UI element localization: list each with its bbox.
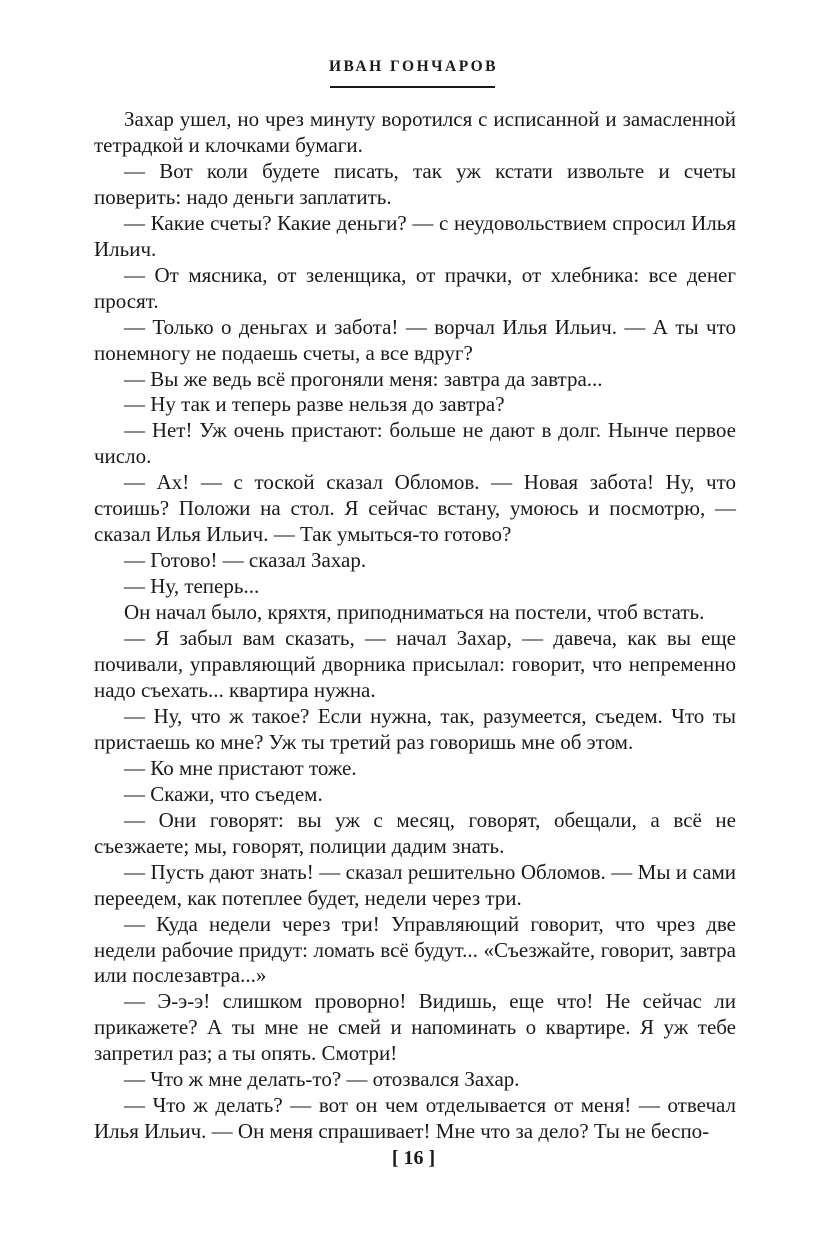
body-text — [94, 107, 736, 1145]
running-header: ИВАН ГОНЧАРОВ — [329, 58, 498, 75]
paragraph: — Только о деньгах и забота! — ворчал Илья Ильич. — А ты что понемногу не подаешь счеты, а все вдруг? — [94, 314, 736, 365]
paragraph: — Ну, теперь... — [124, 574, 260, 599]
paragraph: — Ну так и теперь разве нельзя до завтра? — [124, 392, 505, 417]
paragraph: — Я забыл вам сказать, — начал Захар, — давеча, как вы еще почивали, управляющий дворника присылал: говорит, что непременно надо съехать... квартира нужна. — [94, 626, 736, 702]
paragraph: — Ко мне пристают тоже. — [124, 755, 357, 780]
paragraph: — Нет! Уж очень пристают: больше не дают в долг. Нынче первое число. — [94, 418, 736, 469]
paragraph: — Что ж мне делать-то? — отозвался Захар. — [124, 1067, 520, 1092]
paragraph: — Они говорят: вы уж с месяц, говорят, обещали, а всё не съезжаете; мы, говорят, полиции дадим знать. — [94, 807, 736, 858]
paragraph: — Вы же ведь всё прогоняли меня: завтра да завтра... — [124, 366, 603, 391]
paragraph: — Куда недели через три! Управляющий говорит, что чрез две недели рабочие придут: ломать всё будут... «Съезжайте, говорит, завтра или послезавтра...» — [94, 911, 736, 988]
paragraph: Он начал было, кряхтя, приподниматься на постели, чтоб встать. — [124, 600, 705, 625]
paragraph: Захар ушел, но чрез минуту воротился с исписанной и замасленной тетрадкой и клочками бумаги. — [94, 107, 736, 157]
paragraph: — Э-э-э! слишком проворно! Видишь, еще что! Не сейчас ли прикажете? А ты мне не смей и напоминать о квартире. Я уж тебе запретил раз; а ты опять. Смотри! — [94, 989, 736, 1066]
paragraph: — Ах! — с тоской сказал Обломов. — Новая забота! Ну, что стоишь? Положи на стол. Я сейчас встану, умоюсь и посмотрю, — сказал Илья Ильич. — Так умыться-то готово? — [94, 470, 736, 547]
paragraph: — Вот коли будете писать, так уж кстати извольте и счеты поверить: надо деньги заплатить. — [94, 158, 736, 209]
page-number: [ 16 ] — [391, 1147, 436, 1169]
paragraph: — Какие счеты? Какие деньги? — с неудовольствием спросил Илья Ильич. — [94, 210, 736, 261]
paragraph: — Что ж делать? — вот он чем отделывается от меня! — отвечал Илья Ильич. — Он меня спрашивает! Мне что за дело? Ты не беспо- — [94, 1093, 736, 1144]
paragraph: — Готово! — сказал Захар. — [124, 548, 367, 573]
paragraph: — Пусть дают знать! — сказал решительно Обломов. — Мы и сами переедем, как потеплее будет, недели через три. — [94, 859, 736, 910]
paragraph: — Скажи, что съедем. — [124, 781, 323, 806]
paragraph: — Ну, что ж такое? Если нужна, так, разумеется, съедем. Что ты пристаешь ко мне? Уж ты третий раз говоришь мне об этом. — [94, 703, 736, 754]
paragraph: — От мясника, от зеленщика, от прачки, от хлебника: все денег просят. — [94, 262, 736, 313]
header-rule — [330, 86, 495, 88]
